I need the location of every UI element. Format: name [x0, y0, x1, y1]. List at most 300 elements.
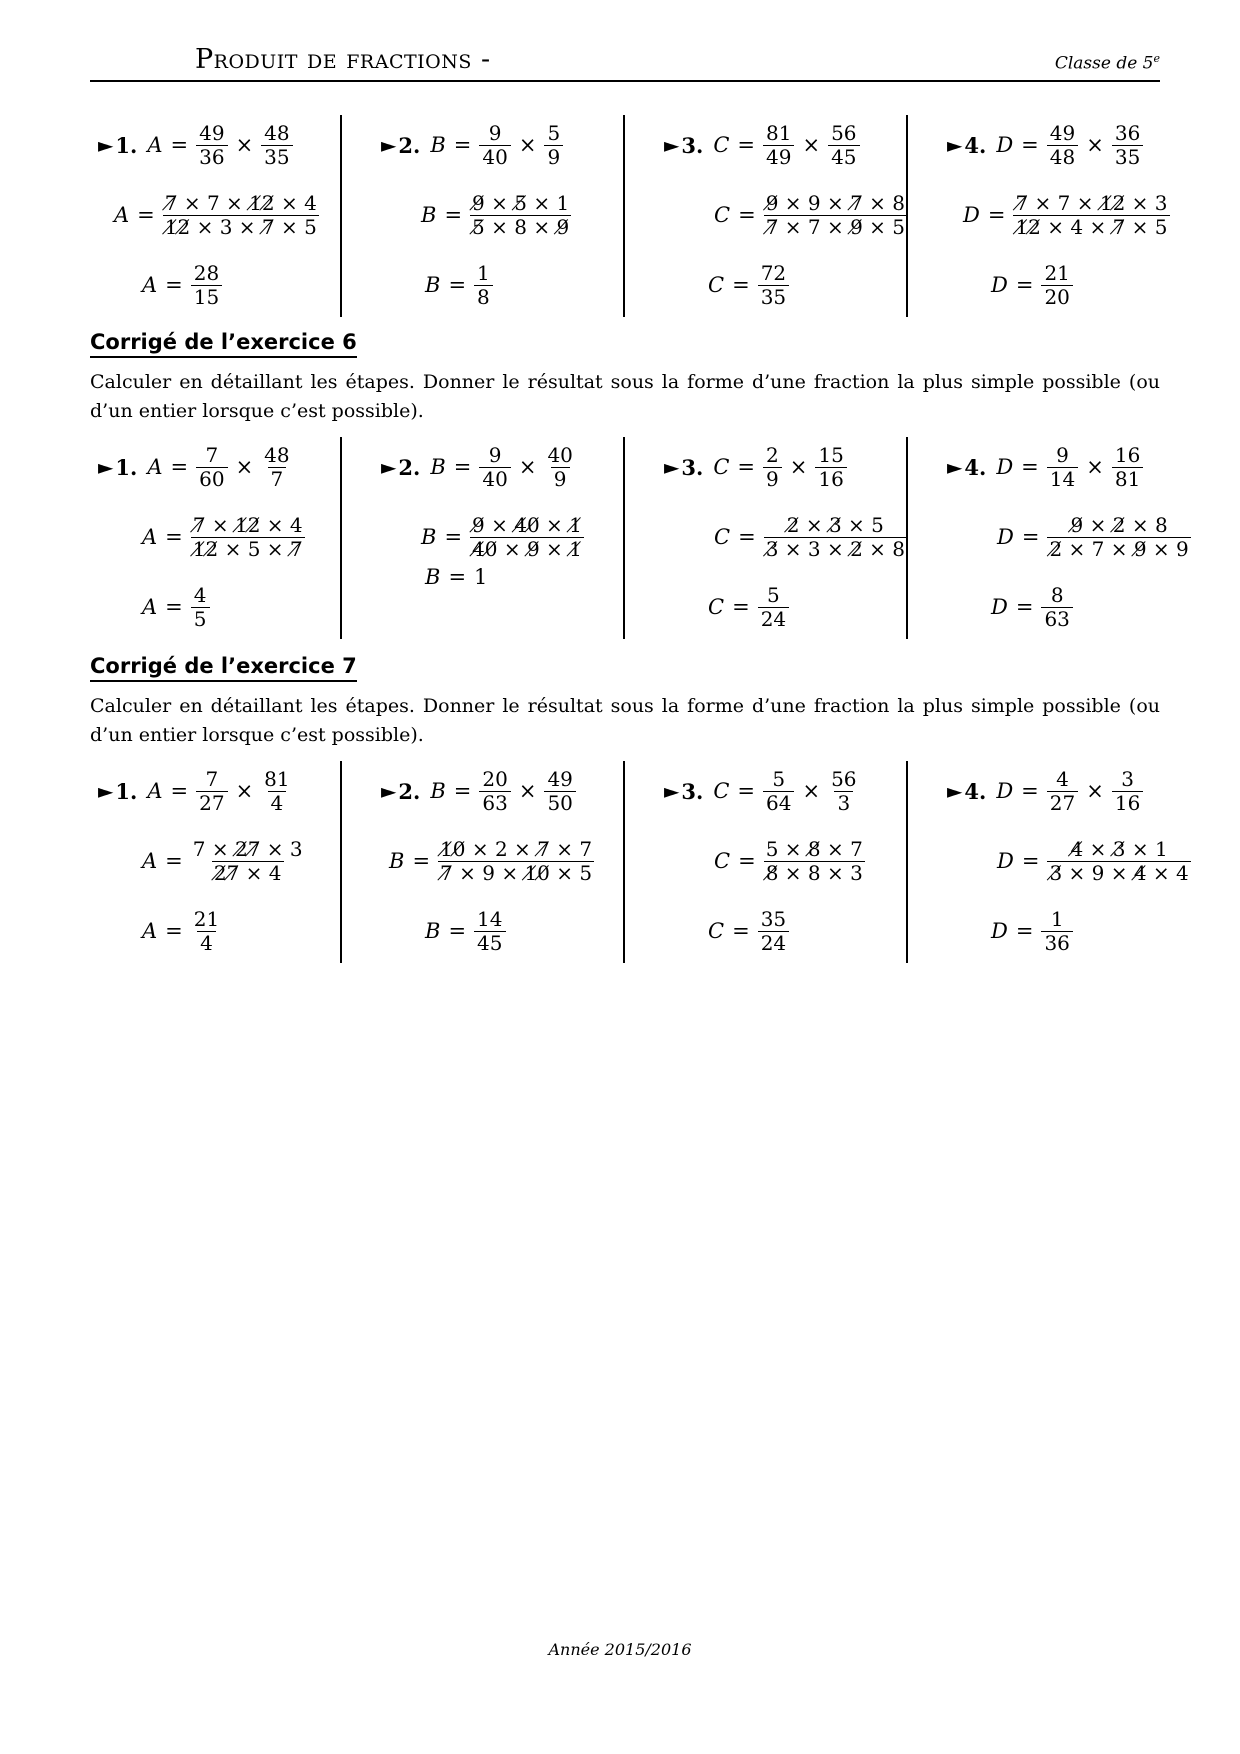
- equals-sign: =: [987, 203, 1006, 227]
- cancellation-fraction-denominator: 3̸ × 3 × 2̸ × 8: [765, 536, 906, 561]
- equals-sign: =: [737, 455, 756, 479]
- equals-sign: =: [738, 203, 756, 227]
- result-fraction-numerator: 28: [193, 260, 220, 285]
- result: [142, 901, 222, 961]
- item-number: 1.: [115, 778, 138, 804]
- exercise-row-6: [90, 437, 1189, 639]
- fraction-1: [1047, 444, 1078, 491]
- fraction-1: [479, 122, 510, 169]
- equals-sign: =: [738, 849, 756, 873]
- cancellation-fraction-denominator: 5̸ × 8 × 9̸: [472, 214, 570, 239]
- variable-name: A: [114, 203, 130, 227]
- item-4: [939, 437, 1221, 639]
- result-fraction: [1041, 584, 1072, 631]
- variable-name: D: [963, 203, 980, 227]
- fraction-2: [261, 122, 292, 169]
- section-title-exercise-6: Corrigé de l’exercice 6: [90, 330, 357, 358]
- fraction-2-denominator: 3: [834, 791, 853, 815]
- fraction-1-denominator: 40: [479, 467, 510, 491]
- result: [425, 255, 493, 315]
- cancellation-fraction-denominator: 1̸2̸ × 4 × 7̸ × 5: [1015, 214, 1168, 239]
- result: [142, 577, 210, 637]
- result: [142, 255, 222, 315]
- fraction-2: [261, 444, 292, 491]
- fraction-2-numerator: 48: [264, 120, 290, 145]
- equals-sign: =: [165, 919, 183, 943]
- fraction-1: [196, 444, 227, 491]
- cancellation-fraction-denominator: 8̸ × 8 × 3: [765, 860, 863, 885]
- triangle-marker-icon: ►: [947, 455, 963, 479]
- fraction-2: [261, 768, 292, 815]
- equals-sign: =: [165, 525, 183, 549]
- fraction-1-numerator: 5: [772, 766, 786, 791]
- result-fraction-denominator: 20: [1041, 285, 1072, 309]
- fraction-1-numerator: 9: [1056, 442, 1069, 467]
- fraction-1-numerator: 4: [1056, 766, 1069, 791]
- fraction-1-numerator: 7: [205, 766, 219, 791]
- times-sign: ×: [518, 133, 537, 157]
- triangle-marker-icon: ►: [664, 133, 680, 157]
- variable-name: B: [425, 565, 441, 589]
- simplification-step: [389, 831, 594, 891]
- result-fraction-denominator: 4: [197, 931, 216, 955]
- equals-sign: =: [170, 133, 189, 157]
- variable-name: A: [142, 595, 158, 619]
- equals-sign: =: [448, 565, 467, 589]
- equals-sign: =: [137, 203, 155, 227]
- equals-sign: =: [412, 849, 431, 873]
- times-sign: ×: [518, 779, 537, 803]
- fraction-2-denominator: 4: [268, 791, 287, 815]
- fraction-1-denominator: 27: [1047, 791, 1078, 815]
- item-statement: [381, 437, 576, 497]
- variable-name: D: [997, 849, 1014, 873]
- fraction-2-denominator: 50: [544, 791, 575, 815]
- simplification-step: [421, 185, 571, 245]
- variable-name: B: [389, 849, 405, 873]
- result-fraction-denominator: 24: [758, 931, 789, 955]
- cancellation-fraction: [764, 514, 907, 561]
- equals-sign: =: [165, 273, 183, 297]
- item-statement: [664, 115, 860, 175]
- fraction-1: [763, 122, 794, 169]
- result-fraction-numerator: 1: [1050, 906, 1064, 931]
- item-statement: [947, 437, 1143, 497]
- equals-sign: =: [170, 779, 189, 803]
- variable-name: B: [430, 133, 446, 157]
- exercise-row-7: [90, 761, 1189, 963]
- item-number: 2.: [398, 778, 421, 804]
- fraction-2-denominator: 9: [551, 467, 570, 491]
- item-number: 3.: [681, 778, 704, 804]
- fraction-1-denominator: 27: [196, 791, 227, 815]
- result-fraction-denominator: 45: [474, 931, 505, 955]
- times-sign: ×: [235, 133, 254, 157]
- variable-name: C: [708, 919, 725, 943]
- equals-sign: =: [448, 273, 467, 297]
- result: [991, 901, 1073, 961]
- variable-name: A: [142, 525, 158, 549]
- equals-sign: =: [1015, 273, 1034, 297]
- fraction-1: [1047, 768, 1078, 815]
- variable-name: A: [147, 455, 163, 479]
- triangle-marker-icon: ►: [664, 779, 680, 803]
- result-fraction: [1041, 908, 1072, 955]
- item-statement: [98, 437, 293, 497]
- cancellation-fraction-numerator: 4̸ × 3̸ × 1: [1070, 836, 1168, 861]
- item-2: [373, 115, 655, 317]
- variable-name: C: [708, 273, 725, 297]
- equals-sign: =: [732, 919, 750, 943]
- result-fraction: [474, 262, 493, 309]
- item-number: 2.: [398, 454, 421, 480]
- cancellation-fraction: [191, 838, 305, 885]
- cancellation-fraction-denominator: 7̸ × 9 × 1̸0̸ × 5: [440, 860, 593, 885]
- item-number: 3.: [681, 454, 704, 480]
- equals-sign: =: [448, 919, 467, 943]
- result-fraction-numerator: 21: [193, 906, 220, 931]
- result: [425, 901, 506, 961]
- simplification-step: [142, 507, 305, 567]
- cancellation-fraction-numerator: 9̸ × 9 × 7̸ × 8: [765, 190, 906, 215]
- item-2: [373, 761, 655, 963]
- simplification-step: [997, 507, 1191, 567]
- equals-sign: =: [453, 779, 472, 803]
- fraction-2: [544, 444, 575, 491]
- result-fraction: [191, 584, 210, 631]
- triangle-marker-icon: ►: [381, 133, 397, 157]
- item-number: 4.: [964, 778, 987, 804]
- fraction-1-denominator: 49: [763, 145, 794, 169]
- fraction-2-denominator: 35: [261, 145, 292, 169]
- fraction-1-numerator: 2: [766, 442, 779, 467]
- class-label-text: Classe de 5: [1054, 53, 1154, 74]
- item-4: [939, 115, 1221, 317]
- equals-sign: =: [165, 849, 183, 873]
- variable-name: B: [421, 203, 437, 227]
- fraction-2-denominator: 81: [1112, 467, 1143, 491]
- variable-name: C: [713, 455, 730, 479]
- fraction-1-denominator: 60: [196, 467, 227, 491]
- fraction-2-numerator: 40: [547, 442, 573, 467]
- fraction-2: [1112, 444, 1143, 491]
- variable-name: C: [713, 133, 730, 157]
- item-statement: [664, 437, 847, 497]
- variable-name: C: [714, 203, 731, 227]
- cancellation-fraction-denominator: 4̸0̸ × 9̸ × 1̸: [472, 536, 582, 561]
- result-fraction-denominator: 5: [191, 607, 210, 631]
- result-fraction-denominator: 8: [474, 285, 493, 309]
- result: [708, 255, 789, 315]
- cancellation-fraction-numerator: 9̸ × 5̸ × 1: [472, 190, 570, 215]
- fraction-2: [815, 444, 846, 491]
- variable-name: C: [714, 525, 731, 549]
- fraction-1-numerator: 49: [1049, 120, 1076, 145]
- fraction-2-numerator: 3: [1121, 766, 1134, 791]
- item-number: 1.: [115, 454, 138, 480]
- cancellation-fraction: [470, 192, 571, 239]
- instructions-exercise-7: Calculer en détaillant les étapes. Donner le résultat sous la forme d’une fraction la plus simple possible (ou d’un entier lorsque c’est possible).: [90, 695, 1160, 746]
- footer-year: Année 2015/2016: [548, 1640, 692, 1659]
- result: [708, 901, 789, 961]
- simplification-step: [714, 185, 907, 245]
- equals-sign: =: [737, 779, 756, 803]
- class-label-sup: e: [1153, 52, 1160, 65]
- fraction-2-numerator: 49: [547, 766, 573, 791]
- fraction-2-denominator: 9: [544, 145, 563, 169]
- equals-sign: =: [444, 525, 463, 549]
- variable-name: C: [713, 779, 730, 803]
- page-title: Produit de fractions -: [195, 44, 491, 75]
- fraction-1: [196, 768, 227, 815]
- equals-sign: =: [453, 455, 472, 479]
- result-fraction: [758, 908, 789, 955]
- equals-sign: =: [170, 455, 189, 479]
- section-title-exercise-7: Corrigé de l’exercice 7: [90, 654, 357, 682]
- equals-sign: =: [1015, 595, 1034, 619]
- variable-name: D: [991, 595, 1008, 619]
- equals-sign: =: [1021, 455, 1039, 479]
- result-fraction-numerator: 1: [477, 260, 490, 285]
- cancellation-fraction-denominator: 1̸2̸ × 3 × 7̸ × 5: [164, 214, 317, 239]
- item-3: [656, 437, 938, 639]
- cancellation-fraction: [764, 192, 907, 239]
- fraction-1: [1047, 122, 1078, 169]
- cancellation-fraction: [1047, 514, 1190, 561]
- equals-sign: =: [732, 595, 750, 619]
- fraction-2: [828, 122, 859, 169]
- variable-name: D: [996, 455, 1014, 479]
- cancellation-fraction: [163, 192, 319, 239]
- variable-name: B: [421, 525, 437, 549]
- result-fraction-numerator: 72: [760, 260, 787, 285]
- equals-sign: =: [1021, 849, 1040, 873]
- fraction-1: [479, 444, 510, 491]
- result-fraction: [758, 584, 789, 631]
- cancellation-fraction-numerator: 1̸0̸ × 2 × 7̸ × 7: [440, 836, 593, 861]
- variable-name: A: [142, 849, 158, 873]
- equals-sign: =: [165, 595, 183, 619]
- cancellation-fraction-denominator: 1̸2̸ × 5 × 7̸: [192, 536, 303, 561]
- item-number: 2.: [398, 132, 421, 158]
- cancellation-fraction-denominator: 2̸7̸ × 4: [213, 860, 282, 885]
- fraction-2-denominator: 45: [828, 145, 859, 169]
- page-header: [90, 44, 1160, 82]
- variable-name: A: [142, 919, 158, 943]
- fraction-2: [828, 768, 859, 815]
- result-fraction: [474, 908, 505, 955]
- variable-name: B: [430, 455, 446, 479]
- instructions-exercise-6: Calculer en détaillant les étapes. Donner le résultat sous la forme d’une fraction la plus simple possible (ou d’un entier lorsque c’est possible).: [90, 371, 1160, 422]
- result-integer: 1: [474, 565, 488, 589]
- equals-sign: =: [738, 525, 756, 549]
- result-fraction-denominator: 24: [758, 607, 789, 631]
- simplification-step: [714, 831, 865, 891]
- item-statement: [947, 761, 1143, 821]
- variable-name: A: [142, 273, 158, 297]
- simplification-step: [963, 185, 1170, 245]
- fraction-1-numerator: 9: [488, 442, 502, 467]
- class-label: [1055, 52, 1160, 74]
- result-fraction-numerator: 35: [760, 906, 787, 931]
- equals-sign: =: [453, 133, 472, 157]
- times-sign: ×: [518, 455, 537, 479]
- fraction-1: [763, 444, 782, 491]
- item-number: 4.: [964, 454, 987, 480]
- equals-sign: =: [1015, 919, 1034, 943]
- fraction-1-numerator: 49: [199, 120, 225, 145]
- fraction-1: [196, 122, 227, 169]
- cancellation-fraction: [764, 838, 865, 885]
- result-fraction-denominator: 63: [1041, 607, 1072, 631]
- variable-name: D: [991, 919, 1008, 943]
- cancellation-fraction-numerator: 2̸ × 3̸ × 5: [786, 512, 884, 537]
- triangle-marker-icon: ►: [98, 779, 114, 803]
- cancellation-fraction-numerator: 9̸ × 2̸ × 8: [1070, 512, 1168, 537]
- fraction-2-numerator: 48: [264, 442, 290, 467]
- times-sign: ×: [789, 455, 808, 479]
- fraction-2-numerator: 56: [831, 766, 857, 791]
- equals-sign: =: [732, 273, 750, 297]
- fraction-2: [544, 122, 563, 169]
- result: [991, 577, 1073, 637]
- fraction-2-numerator: 5: [547, 120, 561, 145]
- times-sign: ×: [1086, 133, 1104, 157]
- variable-name: B: [430, 779, 446, 803]
- fraction-2-numerator: 81: [264, 766, 290, 791]
- triangle-marker-icon: ►: [947, 779, 963, 803]
- variable-name: D: [991, 273, 1008, 297]
- variable-name: D: [997, 525, 1014, 549]
- simplification-step: [714, 507, 907, 567]
- item-number: 3.: [681, 132, 704, 158]
- variable-name: B: [425, 273, 441, 297]
- cancellation-fraction-numerator: 9̸ × 4̸0̸ × 1̸: [472, 512, 582, 537]
- cancellation-fraction-numerator: 7̸ × 1̸2̸ × 4: [192, 512, 303, 537]
- times-sign: ×: [235, 779, 254, 803]
- cancellation-fraction-numerator: 7 × 2̸7̸ × 3: [192, 836, 303, 861]
- fraction-1-denominator: 36: [196, 145, 227, 169]
- times-sign: ×: [235, 455, 254, 479]
- simplification-step: [114, 185, 319, 245]
- fraction-1-denominator: 64: [763, 791, 794, 815]
- fraction-2-numerator: 16: [1114, 442, 1141, 467]
- item-statement: [947, 115, 1143, 175]
- result-fraction: [758, 262, 789, 309]
- fraction-1-denominator: 48: [1047, 145, 1078, 169]
- triangle-marker-icon: ►: [98, 133, 114, 157]
- variable-name: A: [147, 779, 163, 803]
- result-fraction-numerator: 5: [767, 582, 780, 607]
- fraction-1-numerator: 20: [482, 766, 508, 791]
- fraction-2-denominator: 16: [1112, 791, 1143, 815]
- times-sign: ×: [802, 779, 821, 803]
- fraction-2: [544, 768, 575, 815]
- cancellation-fraction: [1013, 192, 1169, 239]
- item-3: [656, 761, 938, 963]
- item-statement: [381, 761, 576, 821]
- equals-sign: =: [737, 133, 756, 157]
- fraction-1: [479, 768, 510, 815]
- fraction-1-numerator: 81: [766, 120, 792, 145]
- result: [708, 577, 789, 637]
- item-1: [90, 761, 372, 963]
- triangle-marker-icon: ►: [381, 779, 397, 803]
- fraction-1-denominator: 40: [479, 145, 510, 169]
- fraction-1-denominator: 9: [763, 467, 782, 491]
- variable-name: D: [996, 779, 1014, 803]
- fraction-2-denominator: 7: [268, 467, 287, 491]
- fraction-1-numerator: 7: [205, 442, 219, 467]
- result-fraction-numerator: 14: [477, 906, 503, 931]
- variable-name: C: [714, 849, 731, 873]
- times-sign: ×: [1086, 455, 1104, 479]
- equals-sign: =: [1021, 525, 1040, 549]
- cancellation-fraction: [191, 514, 305, 561]
- simplification-step: [142, 831, 305, 891]
- item-statement: [98, 115, 293, 175]
- times-sign: ×: [1086, 779, 1104, 803]
- item-1: [90, 115, 372, 317]
- fraction-2: [1112, 768, 1143, 815]
- triangle-marker-icon: ►: [98, 455, 114, 479]
- cancellation-fraction-denominator: 2̸ × 7 × 9̸ × 9: [1049, 536, 1189, 561]
- item-1: [90, 437, 372, 639]
- cancellation-fraction: [438, 838, 594, 885]
- cancellation-fraction-denominator: 3̸ × 9 × 4̸ × 4: [1049, 860, 1189, 885]
- result-fraction: [1041, 262, 1072, 309]
- result: [991, 255, 1073, 315]
- item-statement: [98, 761, 293, 821]
- exercise-row-continued: [90, 115, 1168, 317]
- equals-sign: =: [1021, 133, 1039, 157]
- fraction-2-numerator: 56: [831, 120, 857, 145]
- equals-sign: =: [1021, 779, 1039, 803]
- fraction-2-numerator: 36: [1114, 120, 1141, 145]
- cancellation-fraction-numerator: 7̸ × 7 × 1̸2̸ × 3: [1015, 190, 1168, 215]
- equals-sign: =: [444, 203, 463, 227]
- fraction-1-denominator: 14: [1047, 467, 1078, 491]
- cancellation-fraction-numerator: 5 × 8̸ × 7: [765, 836, 863, 861]
- variable-name: D: [996, 133, 1014, 157]
- item-2: [373, 437, 655, 639]
- fraction-2-numerator: 15: [818, 442, 844, 467]
- fraction-1-denominator: 63: [479, 791, 510, 815]
- result: [425, 547, 487, 607]
- result-fraction-numerator: 8: [1050, 582, 1064, 607]
- item-3: [656, 115, 938, 317]
- item-statement: [664, 761, 860, 821]
- variable-name: C: [708, 595, 725, 619]
- fraction-1-numerator: 9: [488, 120, 502, 145]
- variable-name: A: [147, 133, 163, 157]
- result-fraction-denominator: 35: [758, 285, 789, 309]
- result-fraction-denominator: 15: [191, 285, 222, 309]
- cancellation-fraction-denominator: 7̸ × 7 × 9̸ × 5: [765, 214, 906, 239]
- variable-name: B: [425, 919, 441, 943]
- fraction-2: [1112, 122, 1143, 169]
- simplification-step: [997, 831, 1191, 891]
- item-4: [939, 761, 1221, 963]
- cancellation-fraction-numerator: 7̸ × 7 × 1̸2̸ × 4: [164, 190, 317, 215]
- fraction-2-denominator: 35: [1112, 145, 1143, 169]
- cancellation-fraction: [1047, 838, 1190, 885]
- triangle-marker-icon: ►: [381, 455, 397, 479]
- item-number: 4.: [964, 132, 987, 158]
- result-fraction-numerator: 4: [193, 582, 207, 607]
- times-sign: ×: [802, 133, 821, 157]
- result-fraction-denominator: 36: [1041, 931, 1072, 955]
